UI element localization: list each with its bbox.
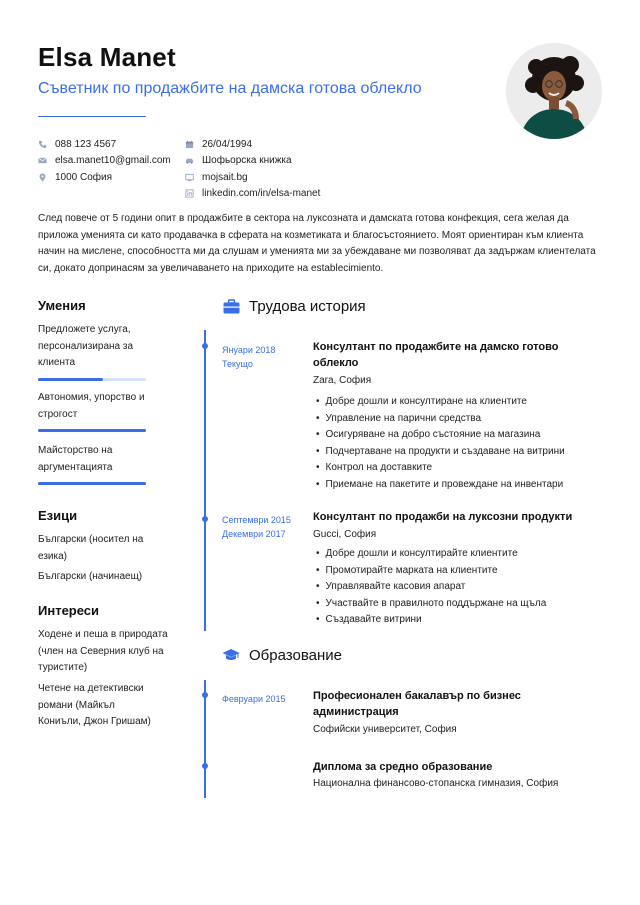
skill-level-fill xyxy=(38,482,146,485)
phone-icon xyxy=(37,139,47,149)
skill-level-fill xyxy=(38,429,146,432)
list-item: • Добре дошли и консултиране на клиентите xyxy=(313,394,565,411)
list-item: • Контрол на доставките xyxy=(313,460,565,477)
contact-column-left xyxy=(37,136,171,186)
languages-heading: Езици xyxy=(38,508,78,523)
profile-summary: След повече от 5 години опит в продажбите в сектора на луксозната и дамската готова конфекция, сега желая да приложа уменията си като продавачка в сферата на козметиката и благосъстоянието. Моят ориентиран към клиента начин на мислене, способността ми да слушам и уменията ми за убеждаване ми позволяват да задържам клиентелата си, докато допринасям за увеличаването на приходите на establecimiento. xyxy=(38,213,596,274)
graduation-cap-icon xyxy=(222,646,240,664)
contact-website: mojsait.bg xyxy=(184,169,320,186)
list-item: • Управление на парични средства xyxy=(313,411,565,428)
title-divider xyxy=(38,116,146,117)
job-date: Януари 2018 Текущо xyxy=(222,345,276,369)
work-heading: Трудова история xyxy=(222,297,366,315)
contact-column-right xyxy=(184,136,320,202)
degree-title: Професионален бакалавър по бизнес администрация xyxy=(313,690,521,718)
interests-heading: Интереси xyxy=(38,603,100,618)
skill-level-fill xyxy=(38,378,103,381)
profile-photo xyxy=(506,43,602,139)
contact-license: Шофьорска книжка xyxy=(184,153,320,170)
skill-level-bar xyxy=(38,378,146,381)
job-title-entry: Консултант по продажбите на дамско готово облекло xyxy=(313,341,559,369)
list-item: • Приемане на пакетите и провеждане на инвентари xyxy=(313,477,565,494)
school-name: Национална финансово-стопанска гимназия, София xyxy=(313,778,559,789)
school-name: Софийски университет, София xyxy=(313,724,457,735)
interest-item: Четене на детективски романи (Майкъл Кониъли, Джон Гришам) xyxy=(38,683,151,727)
education-heading: Образование xyxy=(222,646,342,664)
contact-location: 1000 София xyxy=(37,169,171,186)
location-icon xyxy=(37,172,47,182)
interest-item: Ходене и пеша в природата (член на Северния клуб на туристите) xyxy=(38,629,168,673)
skill-level-bar xyxy=(38,429,146,432)
candidate-name: Elsa Manet xyxy=(38,42,176,72)
timeline-dot xyxy=(202,763,208,769)
list-item: • Промотирайте марката на клиентите xyxy=(313,563,546,580)
job-company: Gucci, София xyxy=(313,529,377,540)
timeline-dot xyxy=(202,692,208,698)
skill-item: Автономия, упорство и строгост xyxy=(38,392,145,420)
skill-item: Майсторство на аргументацията xyxy=(38,445,113,473)
calendar-icon xyxy=(184,139,194,149)
job-duties xyxy=(313,546,546,629)
language-item: Български (носител на езика) xyxy=(38,534,144,562)
job-date: Септември 2015 Декември 2017 xyxy=(222,515,291,539)
contact-linkedin: linkedin.com/in/elsa-manet xyxy=(184,186,320,203)
list-item: • Добре дошли и консултирайте клиентите xyxy=(313,546,546,563)
email-icon xyxy=(37,156,47,166)
list-item: • Участвайте в правилното поддържане на щъла xyxy=(313,596,546,613)
website-icon xyxy=(184,172,194,182)
list-item: • Осигуряване на добро състояние на магазина xyxy=(313,427,565,444)
job-title: Съветник по продажбите на дамска готова облекло xyxy=(38,80,422,97)
job-title-entry: Консултант по продажби на луксозни продукти xyxy=(313,511,573,523)
list-item: • Създавайте витрини xyxy=(313,612,546,629)
linkedin-icon xyxy=(184,189,194,199)
list-item: • Подчертаване на продукти и създаване на витрини xyxy=(313,444,565,461)
education-date: Февруари 2015 xyxy=(222,694,286,704)
job-company: Zara, София xyxy=(313,375,372,386)
skill-level-bar xyxy=(38,482,146,485)
job-duties xyxy=(313,394,565,493)
degree-title: Диплома за средно образование xyxy=(313,761,493,773)
briefcase-icon xyxy=(222,297,240,315)
timeline-dot xyxy=(202,343,208,349)
contact-birthdate: 26/04/1994 xyxy=(184,136,320,153)
list-item: • Управлявайте касовия апарат xyxy=(313,579,546,596)
work-timeline xyxy=(204,330,206,631)
skills-heading: Умения xyxy=(38,298,86,313)
language-item: Български (начинаещ) xyxy=(38,571,143,582)
timeline-dot xyxy=(202,516,208,522)
contact-phone: 088 123 4567 xyxy=(37,136,171,153)
skill-item: Предложете услуга, персонализирана за клиента xyxy=(38,324,134,368)
contact-email: elsa.manet10@gmail.com xyxy=(37,153,171,170)
car-icon xyxy=(184,156,194,166)
